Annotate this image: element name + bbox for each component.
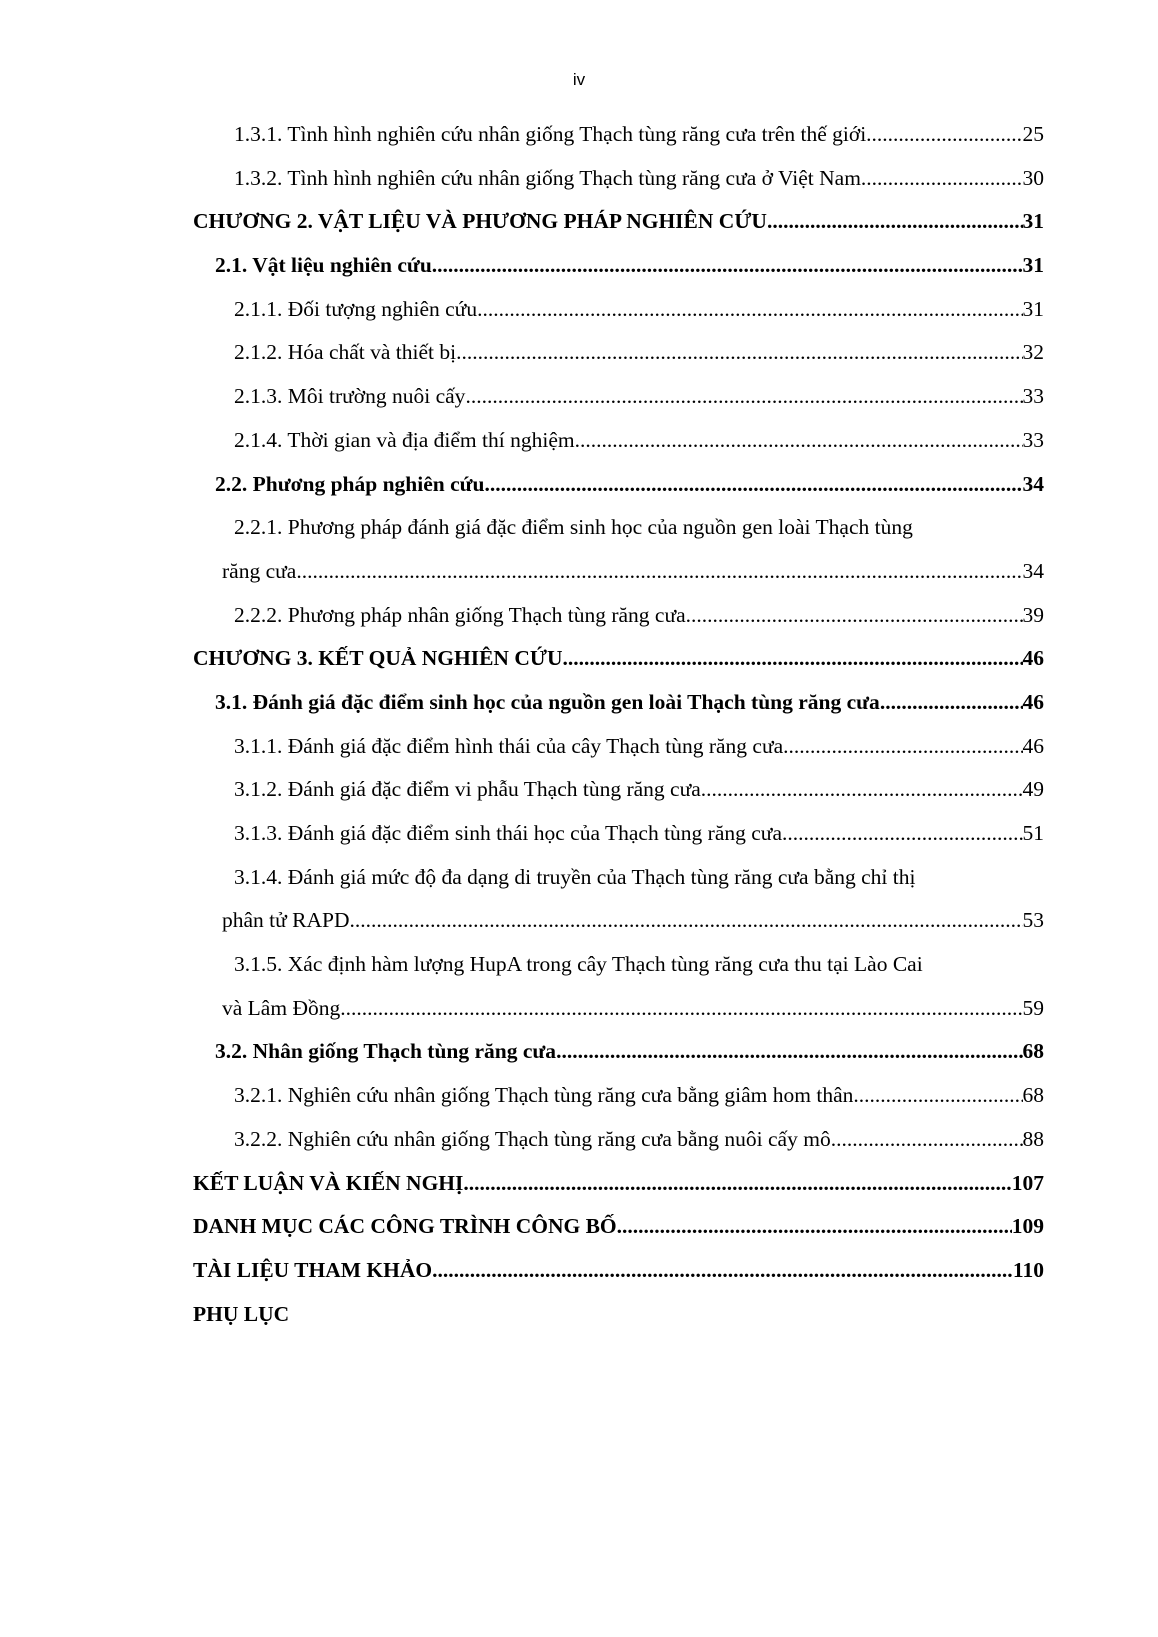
toc-leader-dots [575, 419, 1023, 463]
toc-entry-title: DANH MỤC CÁC CÔNG TRÌNH CÔNG BỐ [193, 1214, 617, 1239]
toc-leader-dots [465, 375, 1022, 419]
toc-entry-2-2-1-line2[interactable] [193, 550, 1044, 594]
toc-entry-page: 53 [1022, 908, 1044, 933]
toc-entry-title: 3.1.3. Đánh giá đặc điểm sinh thái học của Thạch tùng răng cưa [234, 821, 782, 845]
toc-entry-page: 31 [1022, 209, 1044, 234]
toc-entry-page: 107 [1011, 1170, 1044, 1195]
toc-entry-title: 3.2.1. Nghiên cứu nhân giống Thạch tùng răng cưa bằng giâm hom thân [234, 1083, 854, 1108]
toc-entry-page: 31 [1022, 253, 1044, 278]
toc-entry-page: 31 [1022, 296, 1044, 321]
toc-leader-dots [296, 550, 1022, 594]
toc-leader-dots [686, 594, 1023, 638]
toc-entry-publications[interactable] [193, 1205, 1044, 1249]
toc-entry-3-1-5-line2[interactable] [193, 987, 1044, 1031]
toc-entry-title: 3.1.5. Xác định hàm lượng HupA trong cây Thạch tùng răng cưa thu tại Lào Cai [234, 952, 923, 977]
toc-entry-3-1-1[interactable] [193, 725, 1044, 769]
toc-leader-dots [463, 1162, 1011, 1206]
toc-entry-3-1-4-line2[interactable] [193, 899, 1044, 943]
toc-leader-dots [861, 157, 1023, 201]
toc-entry-2-1-1[interactable] [193, 288, 1044, 332]
toc-entry-references[interactable] [193, 1249, 1044, 1293]
toc-entry-title: 2.2.1. Phương pháp đánh giá đặc điểm sinh học của nguồn gen loài Thạch tùng [234, 515, 913, 540]
toc-entry-chapter-2[interactable] [193, 200, 1044, 244]
toc-entry-2-1[interactable] [193, 244, 1044, 288]
toc-entry-page: 68 [1022, 1039, 1044, 1064]
toc-entry-page: 68 [1022, 1083, 1044, 1108]
toc-entry-2-2-1-line1[interactable] [193, 506, 1044, 550]
toc-entry-2-1-3[interactable] [193, 375, 1044, 419]
toc-leader-dots [432, 244, 1023, 288]
toc-entry-title: KẾT LUẬN VÀ KIẾN NGHỊ [193, 1170, 464, 1195]
toc-leader-dots [783, 725, 1022, 769]
toc-entry-title-continued: phân tử RAPD [222, 908, 350, 933]
toc-entry-3-1-3[interactable] [193, 812, 1044, 856]
toc-entry-page: 46 [1022, 646, 1044, 671]
toc-entry-3-1[interactable] [193, 681, 1044, 725]
toc-entry-title: CHƯƠNG 3. KẾT QUẢ NGHIÊN CỨU [193, 646, 563, 671]
toc-entry-2-2[interactable] [193, 463, 1044, 507]
toc-entry-3-2-2[interactable] [193, 1118, 1044, 1162]
toc-entry-page: 33 [1022, 427, 1044, 452]
toc-entry-page: 46 [1022, 733, 1044, 758]
toc-entry-page: 59 [1022, 995, 1044, 1020]
toc-entry-page: 46 [1022, 689, 1044, 714]
toc-entry-title-continued: răng cưa [222, 558, 297, 583]
toc-entry-title: CHƯƠNG 2. VẬT LIỆU VÀ PHƯƠNG PHÁP NGHIÊN CỨU [193, 209, 767, 234]
toc-leader-dots [701, 768, 1023, 812]
toc-entry-title: 3.2.2. Nghiên cứu nhân giống Thạch tùng răng cưa bằng nuôi cấy mô [234, 1126, 831, 1151]
toc-entry-2-1-2[interactable] [193, 331, 1044, 375]
toc-entry-2-1-4[interactable] [193, 419, 1044, 463]
toc-leader-dots [853, 1074, 1022, 1118]
toc-entry-page: 88 [1022, 1126, 1044, 1151]
toc-leader-dots [350, 899, 1023, 943]
toc-entry-title: 3.1.4. Đánh giá mức độ đa dạng di truyền của Thạch tùng răng cưa bằng chỉ thị [234, 864, 916, 889]
toc-entry-1-3-1[interactable] [193, 113, 1044, 157]
toc-entry-page: 30 [1022, 165, 1044, 190]
toc-leader-dots [346, 987, 1023, 1031]
toc-leader-dots [456, 331, 1022, 375]
toc-entry-page: 39 [1022, 602, 1044, 627]
toc-entry-3-1-2[interactable] [193, 768, 1044, 812]
toc-entry-appendix[interactable] [193, 1293, 1044, 1337]
toc-entry-title: 3.1.1. Đánh giá đặc điểm hình thái của cây Thạch tùng răng cưa [234, 733, 784, 758]
table-of-contents [193, 113, 1044, 1336]
toc-entry-chapter-3[interactable] [193, 637, 1044, 681]
toc-entry-conclusions[interactable] [193, 1162, 1044, 1206]
toc-entry-3-2-1[interactable] [193, 1074, 1044, 1118]
toc-leader-dots [880, 681, 1023, 725]
toc-entry-title-continued: và Lâm Đồng. [222, 995, 346, 1020]
toc-entry-2-2-2[interactable] [193, 594, 1044, 638]
toc-entry-3-1-4-line1[interactable] [193, 856, 1044, 900]
toc-entry-page: 51 [1022, 821, 1044, 845]
toc-entry-title: 3.1.2. Đánh giá đặc điểm vi phẫu Thạch tùng răng cưa [234, 777, 701, 802]
toc-entry-page: 109 [1011, 1214, 1044, 1239]
toc-entry-title: 2.1.1. Đối tượng nghiên cứu [234, 296, 478, 321]
toc-entry-page: 110 [1012, 1257, 1044, 1282]
toc-leader-dots [477, 288, 1022, 332]
toc-leader-dots [563, 637, 1023, 681]
toc-entry-page: 49 [1022, 777, 1044, 802]
toc-entry-title: 2.1. Vật liệu nghiên cứu [215, 253, 432, 278]
toc-entry-title: 1.3.1. Tình hình nghiên cứu nhân giống Thạch tùng răng cưa trên thế giới [234, 122, 867, 146]
toc-entry-title: PHỤ LỤC [193, 1301, 290, 1326]
toc-entry-page: 33 [1022, 384, 1044, 409]
toc-leader-dots [866, 113, 1022, 157]
toc-entry-page: 25 [1022, 122, 1044, 146]
toc-leader-dots [556, 1030, 1022, 1074]
toc-leader-dots [432, 1249, 1013, 1293]
toc-leader-dots [767, 200, 1023, 244]
toc-entry-page: 32 [1022, 340, 1044, 365]
toc-leader-dots [831, 1118, 1023, 1162]
toc-leader-dots [485, 463, 1023, 507]
toc-entry-title: 2.1.3. Môi trường nuôi cấy [234, 384, 466, 409]
toc-entry-title: 2.2.2. Phương pháp nhân giống Thạch tùng răng cưa [234, 602, 686, 627]
toc-entry-page: 34 [1022, 471, 1044, 496]
toc-entry-3-2[interactable] [193, 1030, 1044, 1074]
toc-entry-title: 2.1.4. Thời gian và địa điểm thí nghiệm [234, 427, 575, 452]
toc-entry-title: 1.3.2. Tình hình nghiên cứu nhân giống Thạch tùng răng cưa ở Việt Nam [234, 165, 861, 190]
toc-entry-page: 34 [1022, 558, 1044, 583]
toc-entry-title: TÀI LIỆU THAM KHẢO [193, 1257, 433, 1282]
toc-entry-3-1-5-line1[interactable] [193, 943, 1044, 987]
toc-leader-dots [617, 1205, 1012, 1249]
toc-entry-title: 3.1. Đánh giá đặc điểm sinh học của nguồn gen loài Thạch tùng răng cưa [215, 689, 880, 714]
toc-entry-title: 2.2. Phương pháp nghiên cứu [215, 471, 485, 496]
toc-entry-1-3-2[interactable] [193, 157, 1044, 201]
page-number: iv [572, 70, 586, 89]
toc-entry-title: 3.2. Nhân giống Thạch tùng răng cưa [215, 1039, 557, 1064]
toc-leader-dots [782, 812, 1023, 856]
toc-entry-title: 2.1.2. Hóa chất và thiết bị [234, 340, 457, 365]
